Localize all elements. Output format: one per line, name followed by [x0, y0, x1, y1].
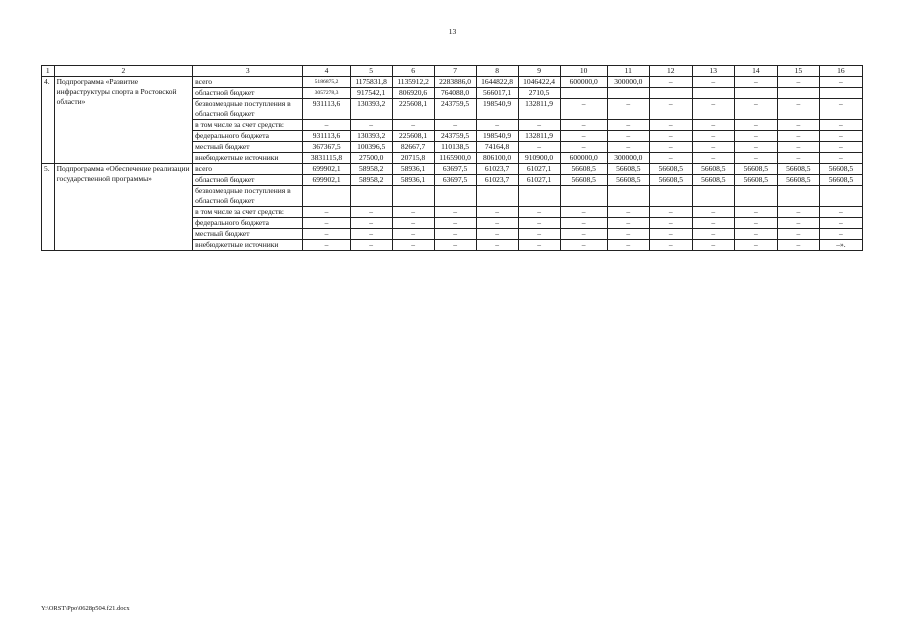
amount-cell — [649, 186, 692, 207]
header-cell: 9 — [518, 66, 560, 77]
header-row — [42, 66, 863, 77]
amount-cell: 82667,7 — [392, 142, 434, 153]
header-cell: 3 — [193, 66, 303, 77]
amount-cell: – — [350, 207, 392, 218]
amount-cell: – — [518, 207, 560, 218]
amount-cell: – — [734, 153, 777, 164]
amount-cell: – — [734, 207, 777, 218]
amount-cell: – — [692, 153, 734, 164]
amount-cell: 130393,2 — [350, 99, 392, 120]
amount-cell: 27500,0 — [350, 153, 392, 164]
header-cell: 1 — [42, 66, 55, 77]
amount-cell: – — [649, 99, 692, 120]
amount-cell: – — [777, 153, 819, 164]
amount-cell: 56608,5 — [734, 175, 777, 186]
amount-cell: 1165900,0 — [434, 153, 476, 164]
amount-cell: – — [819, 142, 862, 153]
amount-cell: – — [819, 229, 862, 240]
amount-cell — [819, 88, 862, 99]
footer-file-path: Y:\ORST\Ppo\0628p504.f21.docx — [41, 605, 130, 612]
header-cell: 4 — [303, 66, 350, 77]
amount-cell: – — [350, 120, 392, 131]
amount-cell — [560, 88, 607, 99]
amount-cell: – — [303, 120, 350, 131]
amount-cell: 300000,0 — [607, 77, 649, 88]
header-cell: 12 — [649, 66, 692, 77]
amount-cell: 61023,7 — [476, 164, 518, 175]
amount-cell: 56608,5 — [819, 175, 862, 186]
amount-cell: – — [518, 142, 560, 153]
amount-cell: – — [392, 229, 434, 240]
amount-cell — [350, 186, 392, 207]
amount-cell: – — [649, 240, 692, 251]
amount-cell: 56608,5 — [692, 175, 734, 186]
amount-cell: – — [777, 207, 819, 218]
amount-cell: – — [350, 229, 392, 240]
amount-cell: 56608,5 — [607, 164, 649, 175]
amount-cell: – — [607, 142, 649, 153]
amount-cell: – — [607, 218, 649, 229]
funding-source-label: федерального бюджета — [193, 218, 303, 229]
amount-cell: – — [692, 131, 734, 142]
header-cell: 13 — [692, 66, 734, 77]
header-cell: 10 — [560, 66, 607, 77]
amount-cell: 5186875,2 — [303, 77, 350, 88]
amount-cell: – — [734, 131, 777, 142]
amount-cell: – — [649, 131, 692, 142]
amount-cell: 367367,5 — [303, 142, 350, 153]
amount-cell: 806100,0 — [476, 153, 518, 164]
amount-cell: – — [649, 77, 692, 88]
amount-cell: – — [819, 99, 862, 120]
funding-source-label: областной бюджет — [193, 88, 303, 99]
amount-cell: – — [392, 207, 434, 218]
amount-cell: 931113,6 — [303, 131, 350, 142]
amount-cell: 130393,2 — [350, 131, 392, 142]
amount-cell: 56608,5 — [734, 164, 777, 175]
amount-cell: – — [434, 218, 476, 229]
amount-cell: – — [734, 229, 777, 240]
amount-cell: – — [649, 218, 692, 229]
amount-cell: – — [607, 120, 649, 131]
amount-cell: 56608,5 — [560, 164, 607, 175]
amount-cell: – — [476, 240, 518, 251]
funding-source-label: в том числе за счет средств: — [193, 120, 303, 131]
amount-cell: 917542,1 — [350, 88, 392, 99]
amount-cell: – — [777, 229, 819, 240]
funding-source-label: безвозмездные поступления в областной бюджет — [193, 186, 303, 207]
amount-cell: – — [777, 240, 819, 251]
amount-cell: – — [607, 207, 649, 218]
funding-source-label: всего — [193, 77, 303, 88]
amount-cell: – — [560, 142, 607, 153]
amount-cell: – — [434, 120, 476, 131]
amount-cell — [692, 186, 734, 207]
amount-cell — [777, 88, 819, 99]
subprogram-title: Подпрограмма «Развитие инфраструктуры спорта в Ростовской области» — [54, 77, 193, 164]
amount-cell: – — [692, 207, 734, 218]
amount-cell: – — [560, 99, 607, 120]
amount-cell: 600000,0 — [560, 77, 607, 88]
amount-cell: 63697,5 — [434, 175, 476, 186]
amount-cell: – — [692, 240, 734, 251]
amount-cell: – — [560, 120, 607, 131]
amount-cell: – — [649, 229, 692, 240]
funding-source-label: всего — [193, 164, 303, 175]
amount-cell: 764088,0 — [434, 88, 476, 99]
amount-cell: 74164,8 — [476, 142, 518, 153]
amount-cell: 225608,1 — [392, 131, 434, 142]
amount-cell — [819, 186, 862, 207]
amount-cell: 56608,5 — [819, 164, 862, 175]
amount-cell: – — [777, 120, 819, 131]
amount-cell: – — [607, 131, 649, 142]
amount-cell — [734, 88, 777, 99]
header-cell: 8 — [476, 66, 518, 77]
section-number: 5. — [42, 164, 55, 251]
amount-cell: – — [434, 240, 476, 251]
funding-source-label: безвозмездные поступления в областной бюджет — [193, 99, 303, 120]
amount-cell: – — [518, 229, 560, 240]
amount-cell: – — [476, 229, 518, 240]
amount-cell: 243759,5 — [434, 99, 476, 120]
amount-cell: 300000,0 — [607, 153, 649, 164]
amount-cell: – — [303, 218, 350, 229]
amount-cell: – — [649, 142, 692, 153]
amount-cell: 2283886,0 — [434, 77, 476, 88]
amount-cell: –». — [819, 240, 862, 251]
amount-cell: 58958,2 — [350, 164, 392, 175]
amount-cell: – — [350, 218, 392, 229]
amount-cell: 1135912,2 — [392, 77, 434, 88]
amount-cell: 61023,7 — [476, 175, 518, 186]
amount-cell: – — [303, 207, 350, 218]
amount-cell: 806920,6 — [392, 88, 434, 99]
amount-cell: – — [819, 153, 862, 164]
amount-cell: – — [734, 218, 777, 229]
amount-cell: – — [392, 218, 434, 229]
amount-cell — [518, 186, 560, 207]
amount-cell: 1175831,8 — [350, 77, 392, 88]
amount-cell: 243759,5 — [434, 131, 476, 142]
amount-cell: – — [819, 120, 862, 131]
amount-cell: 56608,5 — [649, 175, 692, 186]
amount-cell: 699902,1 — [303, 164, 350, 175]
amount-cell: 225608,1 — [392, 99, 434, 120]
amount-cell — [777, 186, 819, 207]
table-row — [42, 164, 863, 175]
amount-cell: 566017,1 — [476, 88, 518, 99]
amount-cell: – — [434, 207, 476, 218]
amount-cell: 699902,1 — [303, 175, 350, 186]
amount-cell: 931113,6 — [303, 99, 350, 120]
amount-cell: – — [518, 240, 560, 251]
amount-cell: 61027,1 — [518, 175, 560, 186]
amount-cell — [434, 186, 476, 207]
amount-cell — [476, 186, 518, 207]
amount-cell: 2710,5 — [518, 88, 560, 99]
amount-cell: – — [777, 77, 819, 88]
amount-cell: – — [476, 207, 518, 218]
amount-cell: – — [819, 207, 862, 218]
subprogram-title: Подпрограмма «Обеспечение реализации государственной программы» — [54, 164, 193, 251]
amount-cell — [649, 88, 692, 99]
amount-cell — [692, 88, 734, 99]
funding-source-label: в том числе за счет средств: — [193, 207, 303, 218]
amount-cell: – — [734, 120, 777, 131]
amount-cell: – — [607, 240, 649, 251]
amount-cell: – — [777, 99, 819, 120]
amount-cell: 58936,1 — [392, 175, 434, 186]
amount-cell: – — [560, 131, 607, 142]
amount-cell: – — [560, 229, 607, 240]
amount-cell: – — [434, 229, 476, 240]
table-row — [42, 77, 863, 88]
amount-cell: – — [560, 240, 607, 251]
amount-cell: 63697,5 — [434, 164, 476, 175]
amount-cell: 61027,1 — [518, 164, 560, 175]
amount-cell: – — [819, 131, 862, 142]
amount-cell: 56608,5 — [692, 164, 734, 175]
amount-cell: 132811,9 — [518, 99, 560, 120]
amount-cell — [392, 186, 434, 207]
amount-cell: – — [819, 77, 862, 88]
amount-cell: – — [777, 131, 819, 142]
header-cell: 14 — [734, 66, 777, 77]
amount-cell: – — [303, 229, 350, 240]
amount-cell — [560, 186, 607, 207]
amount-cell: – — [777, 218, 819, 229]
amount-cell: 1644822,8 — [476, 77, 518, 88]
header-cell: 6 — [392, 66, 434, 77]
amount-cell: – — [649, 153, 692, 164]
header-cell: 16 — [819, 66, 862, 77]
amount-cell: 600000,0 — [560, 153, 607, 164]
amount-cell: 198540,9 — [476, 99, 518, 120]
amount-cell: 58936,1 — [392, 164, 434, 175]
amount-cell: – — [560, 218, 607, 229]
amount-cell: – — [607, 99, 649, 120]
page-number: 13 — [448, 27, 457, 36]
funding-source-label: областной бюджет — [193, 175, 303, 186]
amount-cell: – — [692, 218, 734, 229]
amount-cell — [607, 88, 649, 99]
amount-cell: – — [692, 229, 734, 240]
amount-cell: – — [692, 99, 734, 120]
amount-cell: 910900,0 — [518, 153, 560, 164]
amount-cell: – — [350, 240, 392, 251]
amount-cell: 20715,8 — [392, 153, 434, 164]
amount-cell: – — [392, 240, 434, 251]
amount-cell: 56608,5 — [607, 175, 649, 186]
header-cell: 7 — [434, 66, 476, 77]
amount-cell: – — [476, 120, 518, 131]
funding-source-label: местный бюджет — [193, 142, 303, 153]
amount-cell — [607, 186, 649, 207]
amount-cell: – — [777, 142, 819, 153]
amount-cell: 110138,5 — [434, 142, 476, 153]
header-cell: 2 — [54, 66, 193, 77]
header-cell: 11 — [607, 66, 649, 77]
amount-cell: – — [734, 77, 777, 88]
amount-cell: – — [649, 120, 692, 131]
amount-cell: 56608,5 — [777, 175, 819, 186]
amount-cell: 132811,9 — [518, 131, 560, 142]
header-cell: 5 — [350, 66, 392, 77]
amount-cell: 3831115,8 — [303, 153, 350, 164]
amount-cell: – — [607, 229, 649, 240]
amount-cell: – — [649, 207, 692, 218]
funding-source-label: внебюджетные источники — [193, 240, 303, 251]
amount-cell: 56608,5 — [560, 175, 607, 186]
amount-cell: – — [476, 218, 518, 229]
funding-source-label: федерального бюджета — [193, 131, 303, 142]
amount-cell: – — [819, 218, 862, 229]
budget-table — [41, 65, 863, 251]
section-number: 4. — [42, 77, 55, 164]
amount-cell: – — [392, 120, 434, 131]
amount-cell: – — [692, 142, 734, 153]
amount-cell: – — [734, 142, 777, 153]
amount-cell: 1046422,4 — [518, 77, 560, 88]
amount-cell: – — [518, 120, 560, 131]
amount-cell: 100396,5 — [350, 142, 392, 153]
amount-cell — [734, 186, 777, 207]
funding-source-label: местный бюджет — [193, 229, 303, 240]
amount-cell: – — [518, 218, 560, 229]
amount-cell: – — [692, 120, 734, 131]
header-cell: 15 — [777, 66, 819, 77]
amount-cell: 56608,5 — [649, 164, 692, 175]
amount-cell: – — [692, 77, 734, 88]
amount-cell: – — [560, 207, 607, 218]
amount-cell: 58958,2 — [350, 175, 392, 186]
amount-cell: – — [734, 240, 777, 251]
amount-cell: – — [303, 240, 350, 251]
amount-cell: 56608,5 — [777, 164, 819, 175]
funding-source-label: внебюджетные источники — [193, 153, 303, 164]
amount-cell: – — [734, 99, 777, 120]
amount-cell: 198540,9 — [476, 131, 518, 142]
amount-cell — [303, 186, 350, 207]
amount-cell: 3057278,3 — [303, 88, 350, 99]
